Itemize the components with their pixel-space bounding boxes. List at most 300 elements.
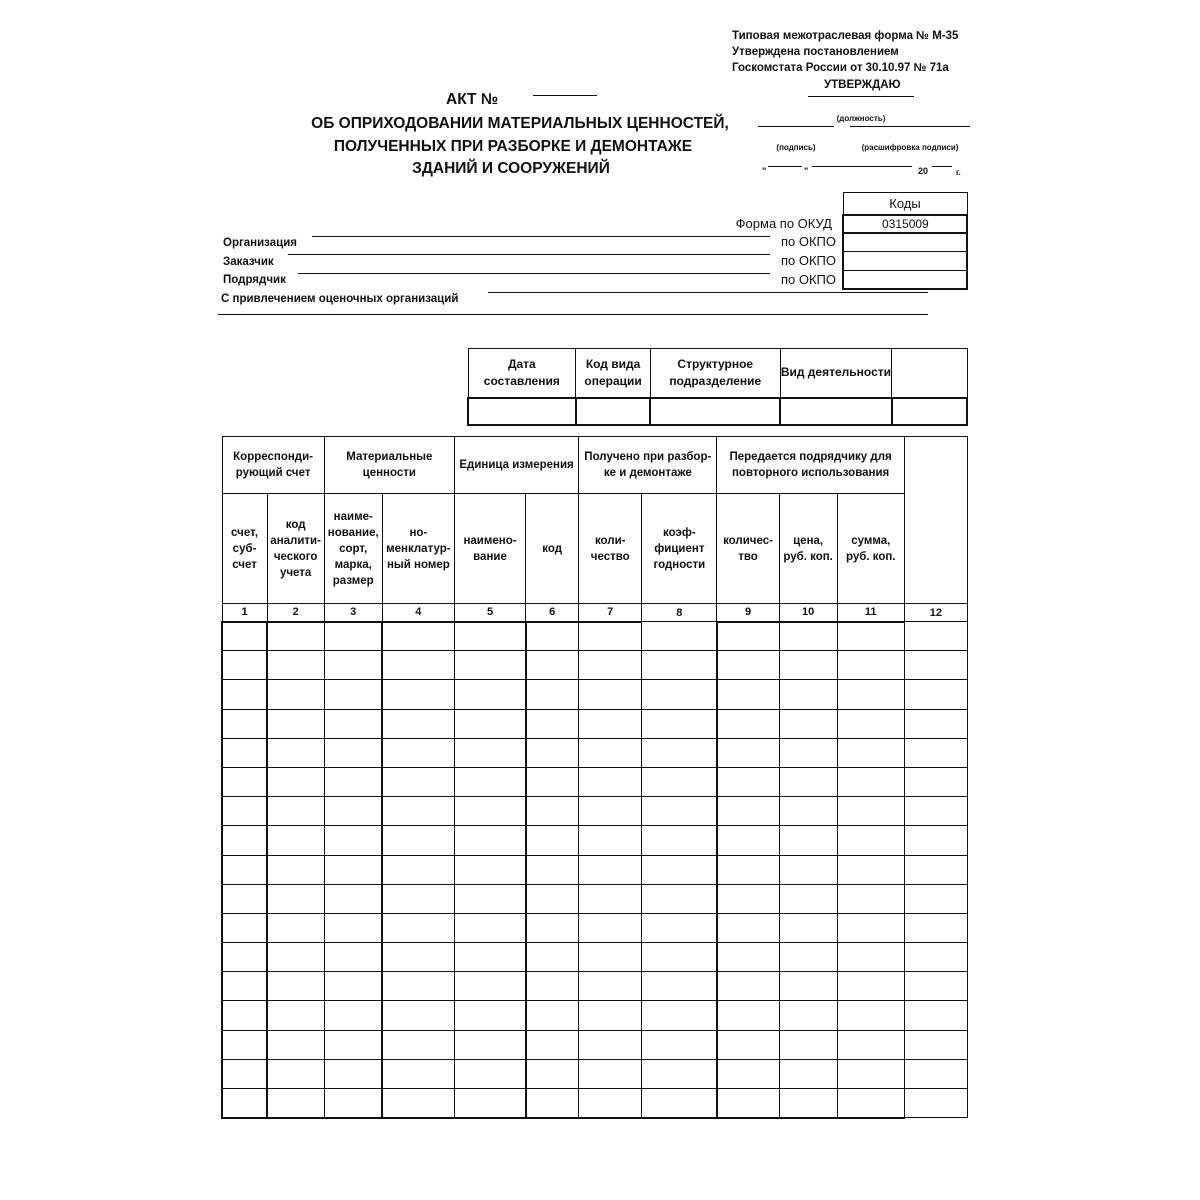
table-cell[interactable] — [837, 1059, 904, 1088]
column-number: 6 — [526, 604, 579, 622]
table-cell[interactable] — [454, 797, 525, 826]
table-cell[interactable] — [717, 1089, 779, 1118]
table-cell[interactable] — [717, 738, 779, 767]
table-cell[interactable] — [717, 1030, 779, 1059]
form-approved-line: Утверждена постановлением — [732, 46, 899, 58]
table-row — [222, 767, 968, 796]
table-cell[interactable] — [526, 1059, 579, 1088]
table-cell[interactable] — [579, 913, 642, 942]
column-number: 1 — [222, 604, 267, 622]
col-transfer-qty: количес-тво — [717, 494, 779, 604]
table-cell[interactable] — [642, 1030, 717, 1059]
customer-line[interactable] — [288, 254, 770, 255]
table-cell[interactable] — [904, 913, 967, 942]
table-cell[interactable] — [579, 943, 642, 972]
table-cell[interactable] — [779, 913, 837, 942]
decode-hint: (расшифровка подписи) — [861, 143, 959, 152]
table-cell[interactable] — [837, 913, 904, 942]
table-cell[interactable] — [579, 738, 642, 767]
table-row — [222, 709, 968, 738]
table-cell[interactable] — [779, 943, 837, 972]
table-row — [222, 797, 968, 826]
table-cell[interactable] — [382, 622, 454, 651]
table-cell[interactable] — [526, 855, 579, 884]
act-number-label: АКТ № — [446, 91, 499, 108]
table-cell[interactable] — [382, 1001, 454, 1030]
appraisers-line[interactable] — [488, 292, 928, 293]
table-cell[interactable] — [382, 855, 454, 884]
okpo-label-organization: по ОКПО — [780, 234, 836, 249]
table-cell[interactable] — [267, 826, 324, 855]
organization-label: Организация — [223, 237, 297, 249]
codes-header: Коды — [843, 193, 967, 215]
contractor-label: Подрядчик — [223, 274, 286, 286]
table-row — [222, 855, 968, 884]
table-cell[interactable] — [324, 622, 382, 651]
table-cell[interactable] — [324, 1001, 382, 1030]
table-cell[interactable] — [904, 1089, 967, 1118]
act-number-line[interactable] — [533, 95, 597, 96]
title-line-2: ПОЛУЧЕННЫХ ПРИ РАЗБОРКЕ И ДЕМОНТАЖЕ — [333, 138, 693, 155]
table-cell[interactable] — [717, 622, 779, 651]
table-cell[interactable] — [324, 826, 382, 855]
table-cell[interactable] — [904, 943, 967, 972]
table-cell[interactable] — [779, 826, 837, 855]
table-cell[interactable] — [642, 1001, 717, 1030]
table-cell[interactable] — [324, 1089, 382, 1118]
position-hint: (должность) — [836, 114, 886, 123]
table-row — [222, 884, 968, 913]
year-suffix: г. — [956, 168, 961, 177]
table-cell[interactable] — [904, 855, 967, 884]
table-cell[interactable] — [382, 738, 454, 767]
okud-code-cell[interactable]: 0315009 — [843, 215, 967, 234]
group-materials: Материальные ценности — [324, 437, 454, 494]
table-cell[interactable] — [324, 943, 382, 972]
table-cell[interactable] — [579, 884, 642, 913]
title-line-1: ОБ ОПРИХОДОВАНИИ МАТЕРИАЛЬНЫХ ЦЕННОСТЕЙ, — [311, 115, 729, 132]
table-cell[interactable] — [642, 826, 717, 855]
table-cell[interactable] — [904, 709, 967, 738]
table-cell[interactable] — [642, 943, 717, 972]
table-cell[interactable] — [222, 884, 267, 913]
table-cell[interactable] — [222, 1089, 267, 1118]
table-cell[interactable] — [324, 680, 382, 709]
table-cell[interactable] — [324, 884, 382, 913]
table-cell[interactable] — [267, 622, 324, 651]
year-prefix: 20 — [918, 166, 929, 176]
table-cell[interactable] — [222, 855, 267, 884]
table-cell[interactable] — [642, 972, 717, 1001]
table-cell[interactable] — [222, 826, 267, 855]
table-cell[interactable] — [717, 797, 779, 826]
column-number: 9 — [717, 604, 779, 622]
table-cell[interactable] — [579, 651, 642, 680]
table-cell[interactable] — [454, 680, 525, 709]
table-row — [222, 680, 968, 709]
okpo-label-customer: по ОКПО — [780, 253, 836, 268]
table-cell[interactable] — [779, 651, 837, 680]
table-cell[interactable] — [454, 855, 525, 884]
codes-table — [842, 192, 968, 290]
table-cell[interactable] — [222, 972, 267, 1001]
group-transferred: Передается подрядчику для повторного использования — [717, 437, 904, 494]
table-cell[interactable] — [222, 1001, 267, 1030]
table-cell[interactable] — [642, 709, 717, 738]
table-cell[interactable] — [904, 826, 967, 855]
table-cell[interactable] — [837, 1030, 904, 1059]
table-cell[interactable] — [526, 1001, 579, 1030]
table-cell[interactable] — [779, 855, 837, 884]
approval-title: УТВЕРЖДАЮ — [824, 79, 901, 91]
appraisers-label: С привлечением оценочных организаций — [221, 293, 459, 305]
customer-label: Заказчик — [223, 256, 274, 268]
col-sum: сумма, руб. коп. — [837, 494, 904, 604]
table-body — [222, 622, 968, 1118]
col-material-name: наиме-нование, сорт, марка, размер — [324, 494, 382, 604]
date-month-line[interactable] — [812, 166, 912, 167]
table-cell[interactable] — [324, 1059, 382, 1088]
table-cell[interactable] — [267, 680, 324, 709]
table-cell[interactable] — [904, 797, 967, 826]
table-cell[interactable] — [837, 680, 904, 709]
header-date: Дата составления — [468, 349, 576, 398]
table-cell[interactable] — [779, 972, 837, 1001]
table-cell[interactable] — [267, 884, 324, 913]
table-cell[interactable] — [222, 651, 267, 680]
table-cell[interactable] — [717, 913, 779, 942]
table-cell[interactable] — [382, 884, 454, 913]
col-fitness-coef: коэф-фициент годности — [642, 494, 717, 604]
activity-cell[interactable] — [780, 398, 892, 425]
table-cell[interactable] — [642, 651, 717, 680]
table-cell[interactable] — [779, 1030, 837, 1059]
table-cell[interactable] — [717, 972, 779, 1001]
table-cell[interactable] — [526, 1089, 579, 1118]
table-cell[interactable] — [837, 855, 904, 884]
table-cell[interactable] — [382, 826, 454, 855]
table-cell[interactable] — [904, 972, 967, 1001]
table-cell[interactable] — [526, 913, 579, 942]
table-cell[interactable] — [222, 680, 267, 709]
table-cell[interactable] — [454, 826, 525, 855]
table-cell[interactable] — [837, 1001, 904, 1030]
table-cell[interactable] — [642, 680, 717, 709]
table-cell[interactable] — [526, 622, 579, 651]
table-cell[interactable] — [267, 651, 324, 680]
column-number: 8 — [642, 604, 717, 622]
table-cell[interactable] — [526, 709, 579, 738]
table-cell[interactable] — [382, 913, 454, 942]
table-cell[interactable] — [642, 622, 717, 651]
okud-label: Форма по ОКУД — [735, 216, 832, 231]
table-cell[interactable] — [454, 738, 525, 767]
col-unit-name: наимено-вание — [454, 494, 525, 604]
table-cell[interactable] — [222, 913, 267, 942]
table-row — [222, 1001, 968, 1030]
department-cell[interactable] — [650, 398, 780, 425]
table-cell[interactable] — [222, 738, 267, 767]
group-received: Получено при разбор-ке и демонтаже — [579, 437, 717, 494]
position-line[interactable] — [808, 96, 914, 97]
table-cell[interactable] — [642, 767, 717, 796]
table-cell[interactable] — [579, 680, 642, 709]
table-cell[interactable] — [454, 1089, 525, 1118]
signature-hint: (подпись) — [776, 143, 816, 152]
table-row — [222, 1089, 968, 1118]
table-cell[interactable] — [526, 797, 579, 826]
table-cell[interactable] — [837, 972, 904, 1001]
table-cell[interactable] — [642, 1059, 717, 1088]
table-cell[interactable] — [267, 943, 324, 972]
table-cell[interactable] — [579, 767, 642, 796]
table-cell[interactable] — [382, 797, 454, 826]
table-cell[interactable] — [222, 709, 267, 738]
table-cell[interactable] — [837, 651, 904, 680]
table-cell[interactable] — [267, 1089, 324, 1118]
table-cell[interactable] — [526, 972, 579, 1001]
table-cell[interactable] — [526, 680, 579, 709]
table-cell[interactable] — [717, 680, 779, 709]
appraisers-line-2[interactable] — [218, 314, 928, 315]
table-cell[interactable] — [382, 709, 454, 738]
date-day-line[interactable] — [768, 166, 802, 167]
table-cell[interactable] — [382, 1089, 454, 1118]
table-cell[interactable] — [526, 651, 579, 680]
group-corr-account: Корреспонди-рующий счет — [222, 437, 324, 494]
column-numbers-row — [222, 604, 968, 622]
table-cell[interactable] — [642, 738, 717, 767]
col-analytic-code: код аналити-ческого учета — [267, 494, 324, 604]
table-cell[interactable] — [324, 797, 382, 826]
table-cell[interactable] — [642, 855, 717, 884]
table-cell[interactable] — [526, 884, 579, 913]
table-cell[interactable] — [904, 738, 967, 767]
form-resolution-line: Госкомстата России от 30.10.97 № 71а — [732, 62, 949, 74]
col-received-qty: коли-чество — [579, 494, 642, 604]
col-unit-code: код — [526, 494, 579, 604]
column-number: 4 — [382, 604, 454, 622]
table-cell[interactable] — [454, 767, 525, 796]
operation-code-cell[interactable] — [576, 398, 651, 425]
date-quote-open: " — [762, 166, 767, 176]
table-cell[interactable] — [382, 1030, 454, 1059]
year-line[interactable] — [932, 166, 952, 167]
table-cell[interactable] — [222, 797, 267, 826]
table-cell[interactable] — [579, 797, 642, 826]
column-number: 7 — [579, 604, 642, 622]
table-cell[interactable] — [642, 884, 717, 913]
contractor-line[interactable] — [298, 273, 770, 274]
table-cell[interactable] — [779, 1059, 837, 1088]
table-cell[interactable] — [904, 884, 967, 913]
table-cell[interactable] — [642, 913, 717, 942]
table-cell[interactable] — [904, 622, 967, 651]
column-number: 12 — [904, 604, 967, 622]
table-cell[interactable] — [454, 972, 525, 1001]
column-number: 10 — [779, 604, 837, 622]
table-cell[interactable] — [837, 738, 904, 767]
table-cell[interactable] — [837, 826, 904, 855]
table-cell[interactable] — [222, 1030, 267, 1059]
table-cell[interactable] — [837, 884, 904, 913]
table-cell[interactable] — [904, 651, 967, 680]
table-cell[interactable] — [779, 709, 837, 738]
table-cell[interactable] — [324, 651, 382, 680]
table-cell[interactable] — [267, 855, 324, 884]
date-cell[interactable] — [468, 398, 576, 425]
table-cell[interactable] — [579, 826, 642, 855]
table-cell[interactable] — [324, 855, 382, 884]
table-cell[interactable] — [579, 1030, 642, 1059]
table-cell[interactable] — [837, 767, 904, 796]
header-operation-code: Код вида операции — [576, 349, 651, 398]
column-number: 11 — [837, 604, 904, 622]
table-cell[interactable] — [837, 797, 904, 826]
title-line-3: ЗДАНИЙ И СООРУЖЕНИЙ — [412, 160, 610, 177]
table-cell[interactable] — [222, 622, 267, 651]
table-cell[interactable] — [382, 1059, 454, 1088]
table-cell[interactable] — [222, 1059, 267, 1088]
table-cell[interactable] — [642, 1089, 717, 1118]
table-cell[interactable] — [579, 1001, 642, 1030]
table-cell[interactable] — [324, 709, 382, 738]
table-cell[interactable] — [779, 884, 837, 913]
table-cell[interactable] — [324, 738, 382, 767]
table-cell[interactable] — [579, 972, 642, 1001]
table-cell[interactable] — [904, 767, 967, 796]
table-cell[interactable] — [454, 709, 525, 738]
organization-line[interactable] — [312, 236, 770, 237]
table-row — [222, 651, 968, 680]
table-cell[interactable] — [526, 826, 579, 855]
table-cell[interactable] — [454, 884, 525, 913]
table-cell[interactable] — [382, 680, 454, 709]
table-cell[interactable] — [837, 709, 904, 738]
column-number: 2 — [267, 604, 324, 622]
table-cell[interactable] — [382, 972, 454, 1001]
table-cell[interactable] — [267, 1059, 324, 1088]
table-cell[interactable] — [382, 651, 454, 680]
table-cell[interactable] — [779, 797, 837, 826]
column-number: 3 — [324, 604, 382, 622]
table-cell[interactable] — [382, 943, 454, 972]
table-cell[interactable] — [717, 1059, 779, 1088]
okpo-organization-cell[interactable] — [843, 233, 967, 252]
table-cell[interactable] — [904, 1030, 967, 1059]
table-cell[interactable] — [324, 767, 382, 796]
table-row — [222, 943, 968, 972]
header-activity: Вид деятельности — [780, 349, 892, 398]
table-cell[interactable] — [454, 913, 525, 942]
table-cell[interactable] — [267, 709, 324, 738]
table-cell[interactable] — [454, 1059, 525, 1088]
table-cell[interactable] — [526, 738, 579, 767]
info-table — [467, 348, 968, 426]
header-department: Структурное подразделение — [650, 349, 780, 398]
table-row — [222, 913, 968, 942]
table-cell[interactable] — [717, 884, 779, 913]
table-cell[interactable] — [526, 943, 579, 972]
table-cell[interactable] — [267, 1001, 324, 1030]
table-cell[interactable] — [779, 680, 837, 709]
table-cell[interactable] — [717, 826, 779, 855]
table-cell[interactable] — [267, 1030, 324, 1059]
col-account: счет, суб-счет — [222, 494, 267, 604]
table-cell[interactable] — [779, 622, 837, 651]
table-cell[interactable] — [454, 943, 525, 972]
table-cell[interactable] — [904, 1001, 967, 1030]
column-number: 5 — [454, 604, 525, 622]
okpo-contractor-cell[interactable] — [843, 270, 967, 289]
table-cell[interactable] — [779, 738, 837, 767]
table-cell[interactable] — [526, 1030, 579, 1059]
table-cell[interactable] — [267, 767, 324, 796]
okpo-label-contractor: по ОКПО — [780, 272, 836, 287]
table-cell[interactable] — [837, 1089, 904, 1118]
okpo-customer-cell[interactable] — [843, 252, 967, 271]
table-row — [222, 738, 968, 767]
decode-line[interactable] — [850, 126, 970, 127]
table-row — [222, 1059, 968, 1088]
table-cell[interactable] — [324, 913, 382, 942]
extra-cell[interactable] — [892, 398, 967, 425]
table-cell[interactable] — [779, 767, 837, 796]
table-cell[interactable] — [717, 651, 779, 680]
table-cell[interactable] — [717, 943, 779, 972]
table-cell[interactable] — [222, 767, 267, 796]
table-cell[interactable] — [579, 1059, 642, 1088]
table-cell[interactable] — [779, 1001, 837, 1030]
table-cell[interactable] — [837, 622, 904, 651]
table-cell[interactable] — [717, 709, 779, 738]
table-cell[interactable] — [222, 943, 267, 972]
table-cell[interactable] — [454, 1001, 525, 1030]
table-cell[interactable] — [904, 680, 967, 709]
col-12-header — [904, 437, 967, 604]
table-row — [222, 1030, 968, 1059]
table-cell[interactable] — [837, 943, 904, 972]
table-cell[interactable] — [717, 767, 779, 796]
table-row — [222, 622, 968, 651]
table-cell[interactable] — [717, 855, 779, 884]
form-type-line: Типовая межотраслевая форма № М-35 — [732, 30, 959, 42]
table-cell[interactable] — [454, 651, 525, 680]
table-cell[interactable] — [526, 767, 579, 796]
table-row — [222, 972, 968, 1001]
table-cell[interactable] — [382, 767, 454, 796]
table-cell[interactable] — [267, 913, 324, 942]
table-cell[interactable] — [579, 622, 642, 651]
date-quote-close: " — [804, 166, 809, 176]
table-cell[interactable] — [324, 1030, 382, 1059]
table-cell[interactable] — [579, 709, 642, 738]
table-cell[interactable] — [454, 1030, 525, 1059]
table-cell[interactable] — [779, 1089, 837, 1118]
table-cell[interactable] — [904, 1059, 967, 1088]
table-cell[interactable] — [324, 972, 382, 1001]
table-cell[interactable] — [267, 738, 324, 767]
col-price: цена, руб. коп. — [779, 494, 837, 604]
table-cell[interactable] — [454, 622, 525, 651]
table-cell[interactable] — [579, 855, 642, 884]
table-cell[interactable] — [642, 797, 717, 826]
table-cell[interactable] — [579, 1089, 642, 1118]
table-cell[interactable] — [717, 1001, 779, 1030]
table-cell[interactable] — [267, 797, 324, 826]
table-cell[interactable] — [267, 972, 324, 1001]
col-nomenclature: но-менклатур-ный номер — [382, 494, 454, 604]
